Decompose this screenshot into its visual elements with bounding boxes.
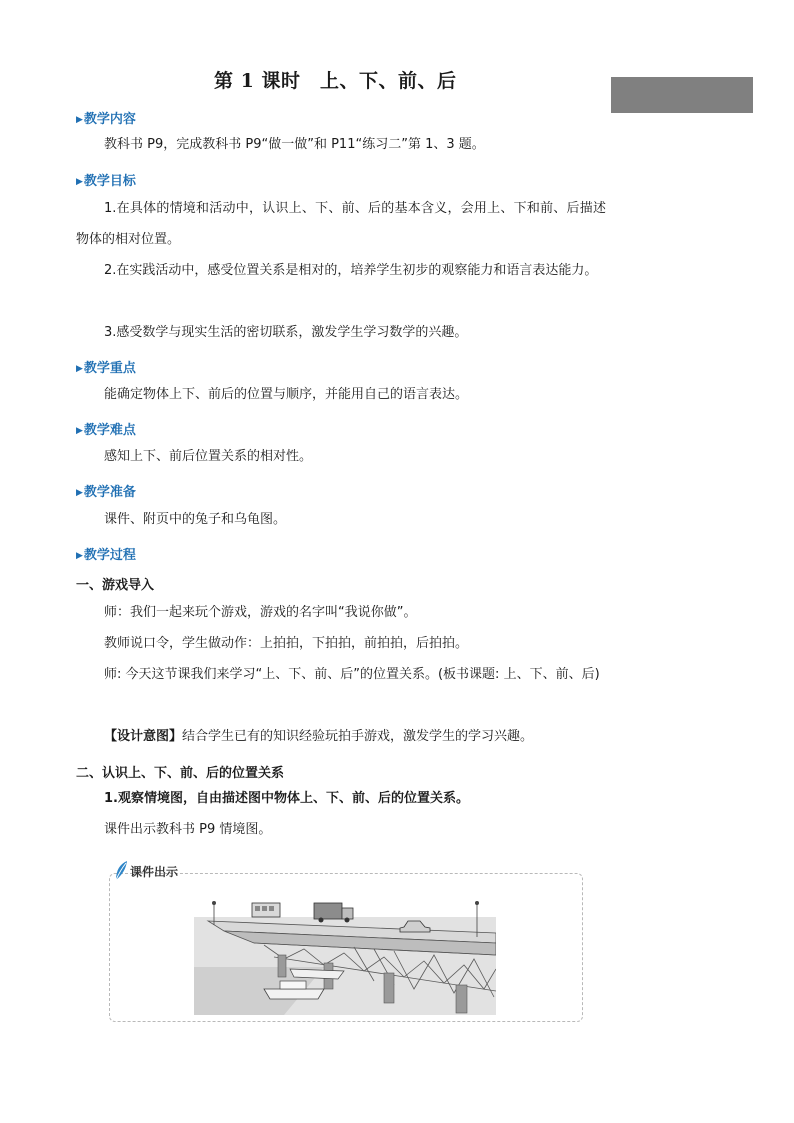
goal-2: 2.在实践活动中，感受位置关系是相对的，培养学生初步的观察能力和语言表达能力。 bbox=[104, 263, 598, 278]
design-intent-text: 结合学生已有的知识经验玩拍手游戏，激发学生的学习兴趣。 bbox=[182, 729, 534, 744]
page-title: 第 1 课时 上、下、前、后 bbox=[214, 70, 457, 92]
section-game-intro: 一、游戏导入 bbox=[76, 578, 155, 593]
bridge-scene-illustration bbox=[194, 897, 496, 1015]
heading-content: ▶教学内容 bbox=[76, 112, 136, 127]
process-p1: 师：我们一起来玩个游戏，游戏的名字叫“我说你做”。 bbox=[104, 605, 417, 620]
triangle-right-icon: ▶ bbox=[76, 364, 83, 374]
heading-process: ▶教学过程 bbox=[76, 548, 136, 563]
design-intent-label: 【设计意图】 bbox=[104, 729, 183, 744]
heading-difficulty: ▶教学难点 bbox=[76, 423, 136, 438]
process-p4: 课件出示教科书 P9 情境图。 bbox=[104, 822, 272, 837]
triangle-right-icon: ▶ bbox=[76, 551, 83, 561]
heading-goals: ▶教学目标 bbox=[76, 174, 136, 189]
heading-preparation: ▶教学准备 bbox=[76, 485, 136, 500]
content-text: 教科书 P9，完成教科书 P9“做一做”和 P11“练习二”第 1、3 题。 bbox=[104, 137, 485, 152]
triangle-right-icon: ▶ bbox=[76, 177, 83, 187]
difficulty-text: 感知上下、前后位置关系的相对性。 bbox=[104, 449, 313, 464]
process-p2: 教师说口令，学生做动作：上拍拍，下拍拍，前拍拍，后拍拍。 bbox=[104, 636, 469, 651]
heading-key-points: ▶教学重点 bbox=[76, 361, 136, 376]
figure-label: 课件出示 bbox=[114, 858, 178, 884]
design-intent bbox=[76, 721, 606, 752]
step-1: 1.观察情境图，自由描述图中物体上、下、前、后的位置关系。 bbox=[104, 791, 469, 806]
leaf-icon bbox=[114, 860, 128, 882]
key-text: 能确定物体上下、前后的位置与顺序，并能用自己的语言表达。 bbox=[104, 387, 469, 402]
triangle-right-icon: ▶ bbox=[76, 115, 83, 125]
triangle-right-icon: ▶ bbox=[76, 488, 83, 498]
gray-placeholder-block bbox=[611, 77, 753, 113]
triangle-right-icon: ▶ bbox=[76, 426, 83, 436]
prep-text: 课件、附页中的兔子和乌龟图。 bbox=[104, 512, 287, 527]
goal-1: 1.在具体的情境和活动中，认识上、下、前、后的基本含义，会用上、下和前、后描述物体的相对位置。 bbox=[76, 201, 606, 247]
section-position-relations: 二、认识上、下、前、后的位置关系 bbox=[76, 766, 285, 781]
process-p3: 师: 今天这节课我们来学习“上、下、前、后”的位置关系。(板书课题: 上、下、前、后) bbox=[104, 667, 600, 682]
goal-3: 3.感受数学与现实生活的密切联系，激发学生学习数学的兴趣。 bbox=[104, 325, 468, 340]
